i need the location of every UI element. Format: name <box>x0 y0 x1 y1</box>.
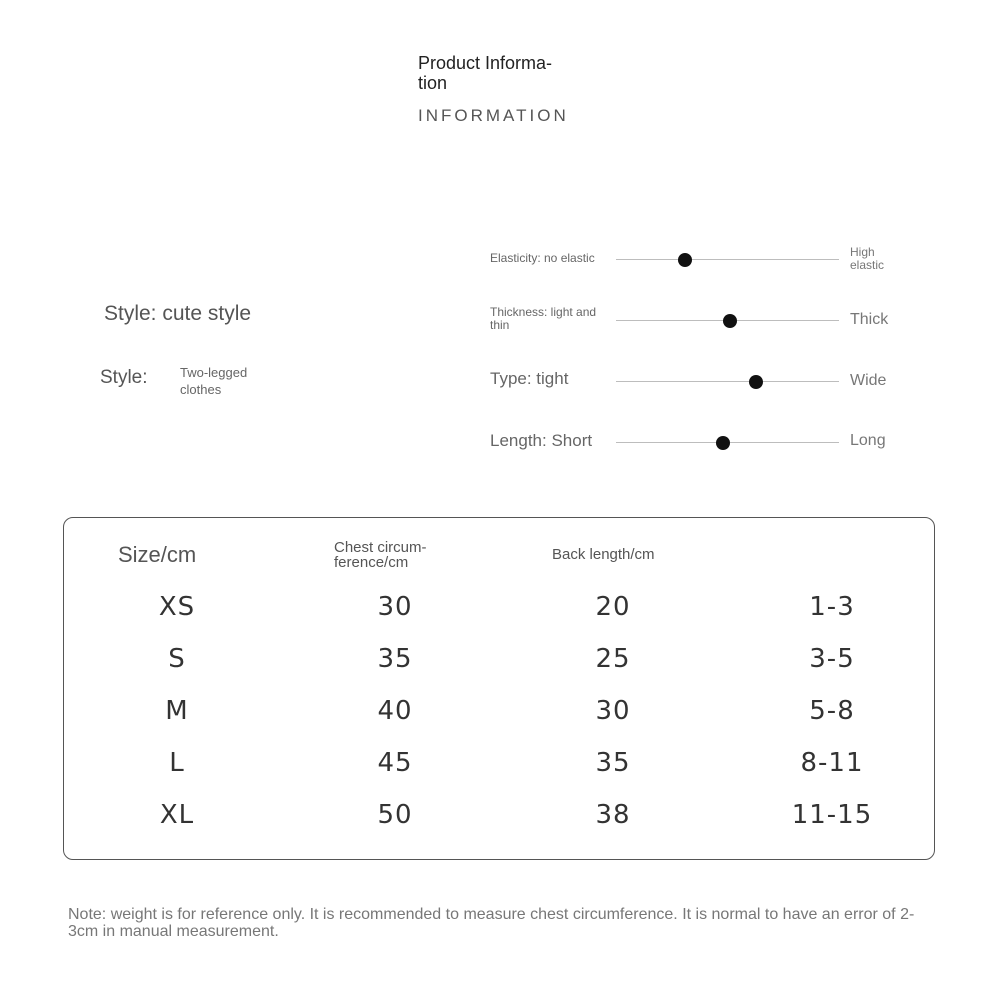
slider-type-max: Wide <box>850 372 887 389</box>
table-header-size: Size/cm <box>118 542 197 567</box>
table-header-back: Back length/cm <box>552 546 655 563</box>
slider-type-track <box>616 381 839 382</box>
table-cell-extra: 11-15 <box>791 800 873 830</box>
table-cell-chest: 35 <box>377 644 413 674</box>
page-title: Product Informa- tion <box>418 53 553 93</box>
table-cell-extra: 5-8 <box>809 696 855 726</box>
slider-elasticity-knob <box>678 253 692 267</box>
table-cell-size: S <box>168 644 186 674</box>
slider-type-label: Type: tight <box>490 369 569 388</box>
slider-elasticity-max: High elastic <box>850 245 885 272</box>
table-cell-size: XS <box>158 592 196 622</box>
table-cell-back: 38 <box>595 800 631 830</box>
measurement-note: Note: weight is for reference only. It is recommended to measure chest circumference. It is normal to have an error of 2-3cm in manual measurement. <box>68 906 915 940</box>
table-cell-back: 30 <box>595 696 631 726</box>
style-label: Style: <box>100 367 148 388</box>
slider-thickness-knob <box>723 314 737 328</box>
slider-elasticity-track <box>616 259 839 260</box>
slider-length-max: Long <box>850 432 886 449</box>
table-cell-chest: 45 <box>377 748 413 778</box>
table-header-chest: Chest circum- ference/cm <box>334 539 427 571</box>
slider-type-knob <box>749 375 763 389</box>
table-cell-chest: 40 <box>377 696 413 726</box>
table-cell-extra: 1-3 <box>809 592 855 622</box>
table-cell-chest: 30 <box>377 592 413 622</box>
table-cell-back: 25 <box>595 644 631 674</box>
slider-length-knob <box>716 436 730 450</box>
slider-thickness-label: Thickness: light and thin <box>490 305 597 332</box>
style-attribute: Style: cute style <box>104 302 252 325</box>
style-value: Two-legged clothes <box>180 365 248 397</box>
table-cell-size: XL <box>159 800 195 830</box>
table-cell-size: L <box>169 748 185 778</box>
slider-length-label: Length: Short <box>490 431 593 450</box>
table-cell-size: M <box>165 696 189 726</box>
page-subtitle: INFORMATION <box>418 106 569 125</box>
slider-elasticity-label: Elasticity: no elastic <box>490 251 595 265</box>
table-cell-chest: 50 <box>377 800 413 830</box>
slider-thickness-max: Thick <box>850 311 889 328</box>
table-cell-extra: 3-5 <box>809 644 855 674</box>
table-cell-extra: 8-11 <box>800 748 864 778</box>
table-cell-back: 20 <box>595 592 631 622</box>
table-cell-back: 35 <box>595 748 631 778</box>
